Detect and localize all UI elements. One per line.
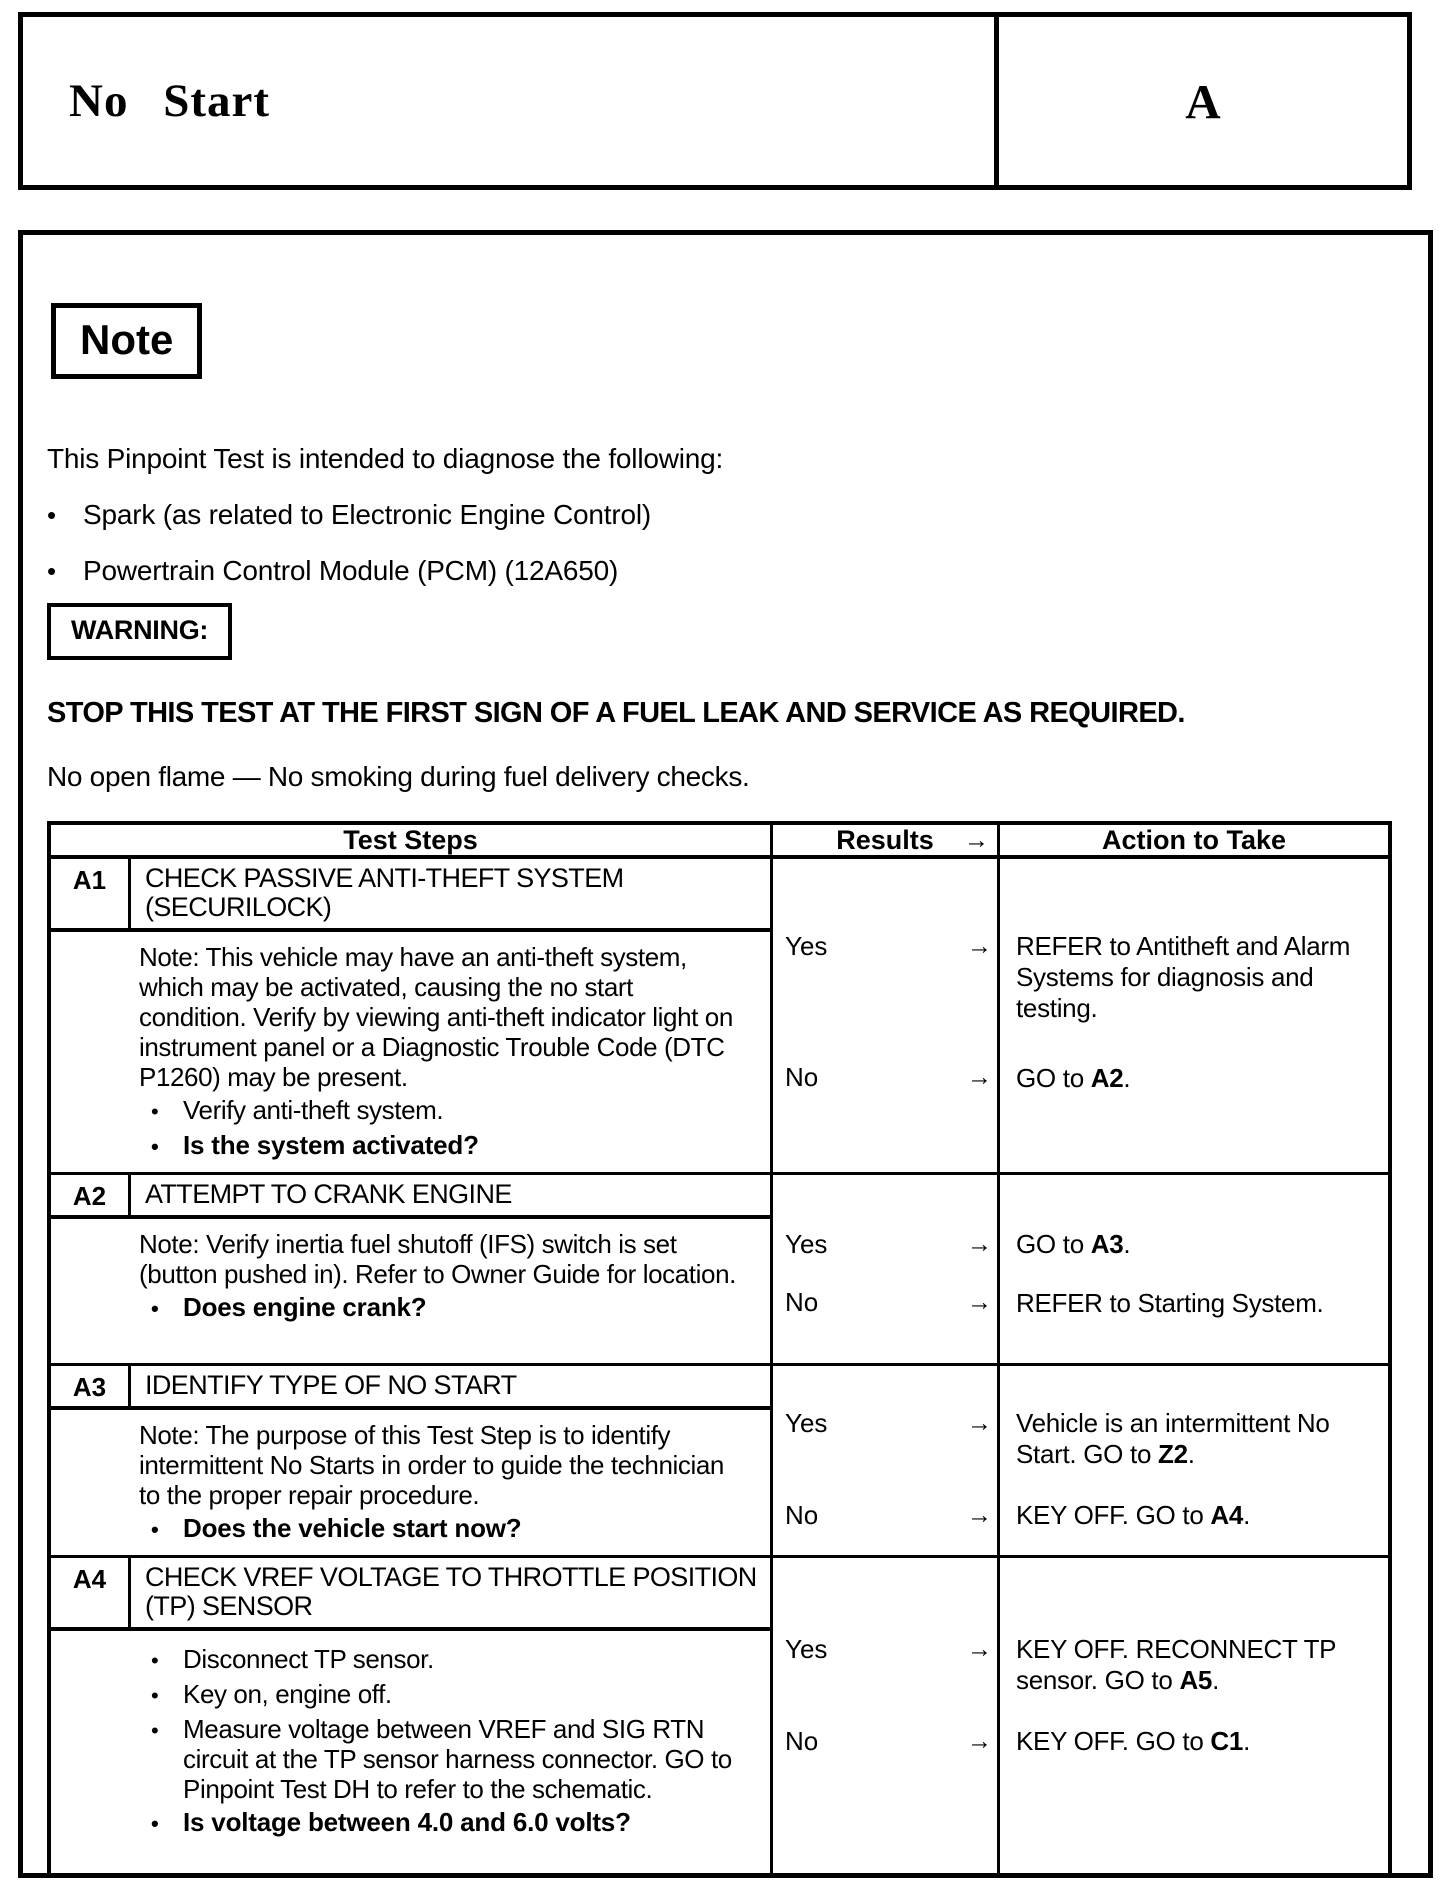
result-label: No <box>785 1500 819 1530</box>
action-text-part: Vehicle is an intermittent No Start. GO to <box>1016 1408 1330 1469</box>
step-title-line: IDENTIFY TYPE OF NO START <box>145 1370 517 1400</box>
step-reference: A4 <box>1210 1500 1244 1530</box>
results-cell <box>773 1366 1000 1555</box>
step-title <box>131 1175 770 1215</box>
document-header-left-cell <box>23 17 999 185</box>
step-details <box>51 1219 770 1363</box>
result-label: No <box>785 1287 819 1317</box>
step-id: A3 <box>51 1366 131 1406</box>
pinpoint-test-table <box>47 821 1392 1878</box>
result-no <box>773 1287 997 1317</box>
result-label: Yes <box>785 1408 828 1438</box>
step-bullet-text: Does the vehicle start now? <box>183 1513 522 1543</box>
result-yes <box>773 1634 997 1664</box>
action-text <box>1000 1726 1388 1757</box>
content-frame <box>18 230 1433 1878</box>
action-text <box>1000 931 1388 1024</box>
step-bullet <box>139 1807 746 1839</box>
intro-bullet-list <box>47 499 651 611</box>
test-steps-cell <box>51 1366 773 1555</box>
step-bullet-text: Verify anti-theft system. <box>183 1095 444 1125</box>
step-id: A2 <box>51 1175 131 1215</box>
step-note: Note: Verify inertia fuel shutoff (IFS) switch is set (button pushed in). Refer to Owner Guide for location. <box>139 1229 736 1289</box>
intro-lead: This Pinpoint Test is intended to diagnose the following: <box>47 443 724 474</box>
test-step-row <box>51 859 1388 1172</box>
step-title-row <box>51 1175 770 1219</box>
step-reference: A5 <box>1179 1665 1213 1695</box>
bullet-icon: • <box>151 1134 159 1159</box>
action-text <box>1000 1063 1388 1094</box>
action-cell <box>1000 1175 1388 1363</box>
step-title-line: CHECK PASSIVE ANTI-THEFT SYSTEM <box>145 863 624 893</box>
results-cell <box>773 1558 1000 1874</box>
action-text-part: KEY OFF. RECONNECT TP sensor. GO to <box>1016 1634 1336 1695</box>
arrow-right-icon: → <box>967 1727 992 1755</box>
step-title-row <box>51 1366 770 1410</box>
result-no <box>773 1726 997 1756</box>
test-steps-cell <box>51 1558 773 1874</box>
warning-subline: No open flame — No smoking during fuel delivery checks. <box>47 761 750 792</box>
arrow-right-icon: → <box>967 1288 992 1316</box>
step-title-line: CHECK VREF VOLTAGE TO THROTTLE POSITION <box>145 1562 757 1592</box>
arrow-right-icon: → <box>967 1501 992 1529</box>
action-cell <box>1000 1558 1388 1874</box>
action-text-part: REFER to Starting System. <box>1016 1288 1324 1318</box>
step-bullet <box>139 1095 746 1127</box>
arrow-right-icon: → <box>967 1063 992 1091</box>
results-header-label: Results <box>836 824 934 855</box>
column-header-test-steps: Test Steps <box>51 825 773 855</box>
test-steps-cell <box>51 859 773 1172</box>
action-text-part: . <box>1123 1063 1131 1093</box>
result-label: Yes <box>785 931 828 961</box>
action-text <box>1000 1408 1388 1470</box>
bullet-icon: • <box>151 1811 159 1836</box>
action-text-part: . <box>1187 1439 1195 1469</box>
step-title <box>131 859 770 928</box>
action-text-part: KEY OFF. GO to <box>1016 1726 1211 1756</box>
action-text-part: GO to <box>1016 1229 1091 1259</box>
action-text <box>1000 1634 1388 1696</box>
action-text-part: GO to <box>1016 1063 1091 1093</box>
result-no <box>773 1062 997 1092</box>
result-yes <box>773 1229 997 1259</box>
result-label: No <box>785 1062 819 1092</box>
document-header-right-cell <box>999 17 1407 185</box>
step-title-line: (SECURILOCK) <box>145 892 332 922</box>
step-note: Note: This vehicle may have an anti-theft system, which may be activated, causing the no start condition. Verify by viewing anti-theft indicator light on instrument panel or a Diagnostic Trouble Code (DTC P1260) may be present. <box>139 942 733 1092</box>
result-yes <box>773 1408 997 1438</box>
bullet-icon: • <box>151 1718 159 1743</box>
step-title-row <box>51 1558 770 1631</box>
test-steps-cell <box>51 1175 773 1363</box>
step-title <box>131 1558 770 1627</box>
results-cell <box>773 859 1000 1172</box>
action-text <box>1000 1288 1388 1319</box>
step-bullet <box>139 1513 746 1545</box>
action-text-part: . <box>1212 1665 1220 1695</box>
arrow-right-icon: → <box>967 932 992 960</box>
action-text-part: . <box>1243 1726 1250 1756</box>
result-yes <box>773 931 997 961</box>
step-bullet-text: Does engine crank? <box>183 1292 427 1322</box>
step-title-line: ATTEMPT TO CRANK ENGINE <box>145 1179 512 1209</box>
note-label-box <box>51 303 202 379</box>
page-title: No Start <box>69 75 270 127</box>
test-step-row <box>51 1555 1388 1874</box>
warning-headline: STOP THIS TEST AT THE FIRST SIGN OF A FUEL LEAK AND SERVICE AS REQUIRED. <box>47 697 1185 729</box>
step-bullet <box>139 1714 746 1804</box>
warning-label-box <box>47 603 232 660</box>
bullet-icon: • <box>151 1099 159 1124</box>
document-header <box>18 12 1412 190</box>
step-title-line: (TP) SENSOR <box>145 1591 313 1621</box>
column-header-results <box>773 825 1000 855</box>
action-text-part: . <box>1123 1229 1131 1259</box>
step-reference: Z2 <box>1158 1439 1188 1469</box>
action-text-part: KEY OFF. GO to <box>1016 1500 1211 1530</box>
table-header-row <box>51 825 1388 859</box>
result-label: Yes <box>785 1634 828 1664</box>
arrow-right-icon: → <box>967 1230 992 1258</box>
step-details <box>51 1631 770 1874</box>
arrow-right-icon: → <box>967 1635 992 1663</box>
step-note: Note: The purpose of this Test Step is to identify intermittent No Starts in order to guide the technician to the proper repair procedure. <box>139 1420 724 1510</box>
step-title-row <box>51 859 770 932</box>
intro-bullet <box>47 555 651 587</box>
bullet-icon: • <box>47 500 56 530</box>
step-bullet <box>139 1644 746 1676</box>
bullet-icon: • <box>151 1296 159 1321</box>
warning-label: WARNING: <box>71 615 209 645</box>
step-bullet <box>139 1679 746 1711</box>
step-reference: A2 <box>1090 1063 1124 1093</box>
step-bullet-text: Measure voltage between VREF and SIG RTN circuit at the TP sensor harness connector. GO to Pinpoint Test DH to refer to the schematic. <box>183 1714 732 1804</box>
bullet-icon: • <box>151 1683 159 1708</box>
action-text <box>1000 1500 1388 1531</box>
column-header-action: Action to Take <box>1101 824 1287 855</box>
table-body <box>51 859 1388 1874</box>
result-label: Yes <box>785 1229 828 1259</box>
note-label: Note <box>80 316 174 363</box>
test-step-row <box>51 1363 1388 1555</box>
step-bullet <box>139 1292 746 1324</box>
step-details <box>51 932 770 1172</box>
step-title <box>131 1366 770 1406</box>
step-reference: C1 <box>1210 1726 1244 1756</box>
step-bullet-text: Key on, engine off. <box>183 1679 392 1709</box>
action-text-part: REFER to Antitheft and Alarm Systems for diagnosis and testing. <box>1016 931 1351 1023</box>
step-bullet-text: Is voltage between 4.0 and 6.0 volts? <box>183 1807 631 1837</box>
step-id: A4 <box>51 1558 131 1627</box>
result-no <box>773 1500 997 1530</box>
test-step-row <box>51 1172 1388 1363</box>
intro-bullet <box>47 499 651 531</box>
action-cell <box>1000 859 1388 1172</box>
step-bullet-text: Is the system activated? <box>183 1130 479 1160</box>
result-label: No <box>785 1726 819 1756</box>
arrow-right-icon: → <box>967 1409 992 1437</box>
bullet-icon: • <box>151 1648 159 1673</box>
step-details <box>51 1410 770 1555</box>
step-reference: A3 <box>1090 1229 1124 1259</box>
intro-bullet-text: Spark (as related to Electronic Engine Control) <box>83 499 651 530</box>
action-cell <box>1000 1366 1388 1555</box>
bullet-icon: • <box>151 1517 159 1542</box>
step-id: A1 <box>51 859 131 928</box>
step-bullet-text: Disconnect TP sensor. <box>183 1644 434 1674</box>
arrow-right-icon: → <box>964 826 989 854</box>
action-text <box>1000 1229 1388 1260</box>
bullet-icon: • <box>47 556 56 586</box>
results-cell <box>773 1175 1000 1363</box>
section-letter: A <box>1185 73 1221 129</box>
intro-bullet-text: Powertrain Control Module (PCM) (12A650) <box>83 555 619 586</box>
action-text-part: . <box>1243 1500 1250 1530</box>
step-bullet <box>139 1130 746 1162</box>
